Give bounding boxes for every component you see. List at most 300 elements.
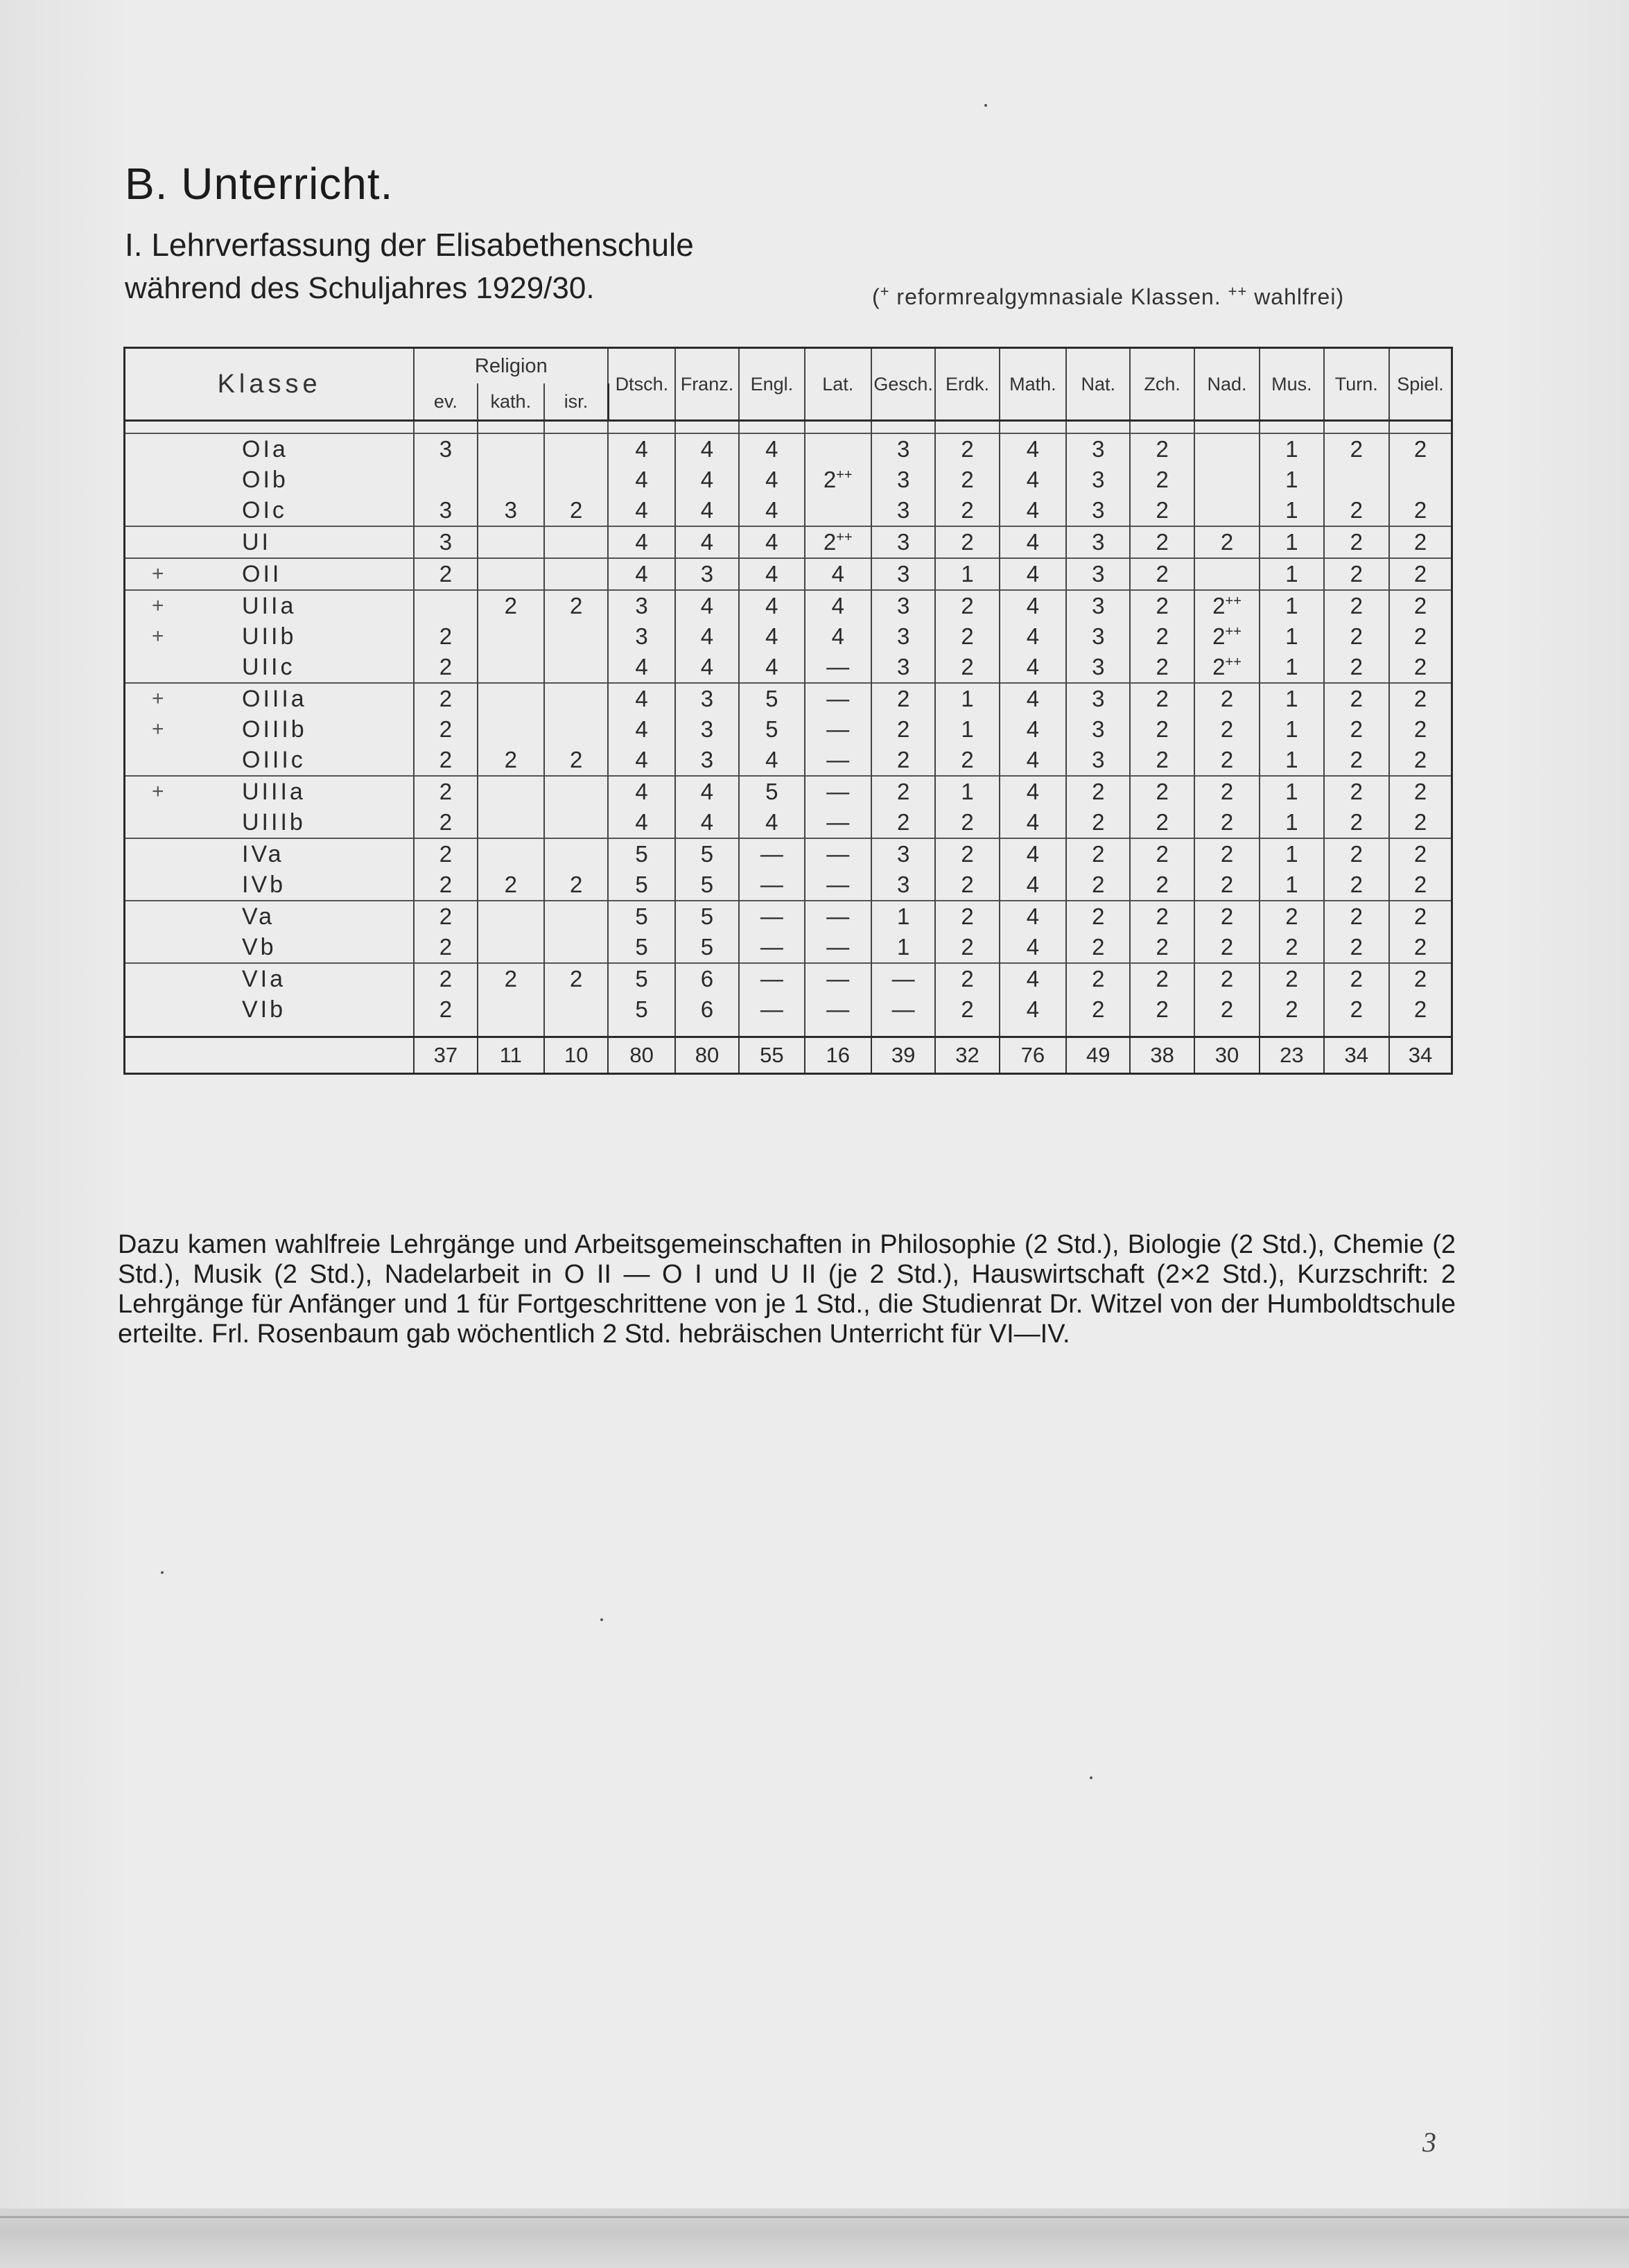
cell-nad [1194,901,1260,932]
cell-math [1000,776,1066,807]
spacer-cell [935,421,999,434]
value-engl: 4 [765,529,778,555]
value-nat: 3 [1092,593,1105,618]
class-label: OIIIa [242,686,307,712]
value-gesch: 1 [896,934,910,960]
cell-gesch [871,932,935,963]
cell-ev [414,776,477,807]
total-erdk: 32 [935,1037,999,1074]
cell-franz [675,869,739,901]
cell-engl [739,994,804,1025]
header-turn: Turn. [1324,348,1389,421]
value-nat: 2 [1092,872,1105,897]
cell-zch [1130,776,1194,807]
value-mus: 2 [1285,996,1298,1022]
cell-mus [1260,838,1323,869]
value-engl: 4 [765,497,778,523]
spacer-cell [1324,1025,1389,1037]
value-kath: 2 [504,872,517,897]
reform-mark: + [152,780,167,803]
spacer-cell [608,421,674,434]
cell-kath [478,901,544,932]
value-franz: 3 [700,747,714,772]
spacer-cell [414,421,477,434]
cell-ev [414,526,477,558]
spacer-cell [1389,1025,1452,1037]
cell-lat [805,745,871,776]
value-franz: 4 [700,623,714,649]
cell-math [1000,465,1066,495]
value-mus: 1 [1285,686,1298,711]
value-ev: 2 [439,654,453,679]
cell-franz [675,558,739,590]
class-label: Va [242,903,275,930]
cell-dtsch [608,652,674,683]
header-religion: Religion [414,348,608,384]
value-mus: 1 [1285,841,1298,867]
value-math: 4 [1026,809,1040,835]
class-label: OII [242,561,282,587]
cell-erdk [935,433,999,465]
value-nad: 2 [1220,747,1234,772]
cell-engl [739,465,804,495]
cell-franz [675,807,739,838]
cell-isr [544,433,608,465]
value-zch: 2 [1156,934,1169,960]
value-lat: — [826,841,850,867]
value-ev: 2 [439,623,453,649]
grouped-value-turn: 2 [1350,593,1363,618]
optional-mark: ++ [836,530,853,545]
value-gesch: 3 [896,467,910,492]
value-engl: — [760,934,783,960]
cell-franz [675,838,739,869]
cell-ev [414,745,477,776]
value-engl: 5 [765,779,778,804]
cell-lat [805,495,871,526]
cell-nat [1066,963,1130,994]
cell-dtsch [608,558,674,590]
class-name [125,652,415,683]
class-label: OIc [242,497,287,523]
total-nat: 49 [1066,1037,1130,1074]
value-lat: — [826,779,850,804]
value-dtsch: 4 [635,779,648,804]
value-dtsch: 4 [635,654,648,679]
cell-kath [478,963,544,994]
cell-ev [414,558,477,590]
class-name [125,495,415,526]
cell-isr [544,776,608,807]
value-math: 4 [1026,747,1040,772]
value-dtsch: 4 [635,686,648,711]
total-spiel: 34 [1389,1037,1452,1074]
cell-mus [1260,745,1323,776]
table-row [125,495,1452,526]
table-row [125,869,1452,901]
value-engl: — [760,996,783,1022]
value-franz: 5 [700,872,714,897]
cell-nat [1066,526,1130,558]
cell-dtsch [608,683,674,714]
cell-spiel [1389,495,1452,526]
class-name [125,558,415,590]
cell-franz [675,932,739,963]
class-label: UIIIb [242,809,306,836]
value-turn: 2 [1350,934,1363,960]
cell-zch [1130,433,1194,465]
spacer-cell [1194,1025,1260,1037]
cell-engl [739,776,804,807]
value-franz: 6 [700,966,714,992]
cell-erdk [935,963,999,994]
cell-erdk [935,621,999,652]
value-gesch: 2 [896,779,910,804]
cell-spiel [1389,963,1452,994]
cell-mus [1260,526,1323,558]
value-ev: 2 [439,716,453,742]
table-row [125,932,1452,963]
cell-zch [1130,869,1194,901]
cell-nad [1194,869,1260,901]
value-isr: 2 [570,966,583,992]
spacer-cell [544,1025,608,1037]
cell-turn [1324,963,1389,994]
value-erdk: 1 [961,561,974,587]
cell-zch [1130,807,1194,838]
cell-gesch [871,807,935,838]
value-isr: 2 [570,872,583,897]
class-label: VIa [242,966,286,992]
value-math: 4 [1026,467,1040,492]
cell-nad [1194,714,1260,745]
value-nad: 2 [1220,903,1234,929]
cell-zch [1130,558,1194,590]
legend-reform-text: reformrealgymnasiale Klassen. [889,284,1221,309]
cell-nat [1066,776,1130,807]
value-ev: 2 [439,809,453,835]
cell-mus [1260,776,1323,807]
cell-nat [1066,590,1130,621]
cell-spiel [1389,683,1452,714]
class-name [125,433,415,465]
value-spiel: 2 [1413,436,1427,462]
cell-turn [1324,621,1389,652]
cell-erdk [935,776,999,807]
cell-lat [805,776,871,807]
value-erdk: 2 [961,903,974,929]
cell-franz [675,901,739,932]
class-label: OIIIc [242,747,306,773]
total-turn: 34 [1324,1037,1389,1074]
cell-isr [544,869,608,901]
spacer-cell [1260,421,1323,434]
cell-math [1000,963,1066,994]
value-lat: — [826,903,850,929]
value-nad: 2 [1220,779,1234,804]
header-mus: Mus. [1260,348,1323,421]
cell-turn [1324,838,1389,869]
spacer-cell [478,1025,544,1037]
value-mus: 1 [1285,872,1298,897]
value-ev: 3 [439,529,453,555]
cell-kath [478,994,544,1025]
value-engl: — [760,966,783,992]
header-lat: Lat. [805,348,871,421]
value-ev: 2 [439,561,453,587]
total-isr: 10 [544,1037,608,1074]
cell-gesch [871,621,935,652]
cell-math [1000,526,1066,558]
value-spiel: 2 [1413,654,1427,679]
class-label: UIIa [242,593,297,619]
cell-dtsch [608,807,674,838]
cell-engl [739,869,804,901]
value-turn: 2 [1350,716,1363,742]
cell-dtsch [608,745,674,776]
value-spiel: 2 [1413,966,1427,992]
cell-franz [675,745,739,776]
value-math: 4 [1026,529,1040,555]
cell-nat [1066,807,1130,838]
total-gesch: 39 [871,1037,935,1074]
cell-ev [414,963,477,994]
value-franz: 5 [700,903,714,929]
totals-row [125,1037,1452,1074]
cell-nad [1194,526,1260,558]
cell-nad [1194,433,1260,465]
value-franz: 4 [700,809,714,835]
spacer-cell [871,421,935,434]
value-lat: — [826,716,850,742]
value-zch: 2 [1156,497,1169,523]
cell-turn [1324,558,1389,590]
value-engl: 5 [765,686,778,711]
cell-engl [739,526,804,558]
class-name [125,465,415,495]
value-mus: 1 [1285,561,1298,587]
cell-turn [1324,994,1389,1025]
value-zch: 2 [1156,872,1169,897]
value-nat: 2 [1092,996,1105,1022]
value-franz: 4 [700,529,714,555]
value-nad: 2 [1220,809,1234,835]
cell-gesch [871,963,935,994]
class-name [125,932,415,963]
value-nat: 3 [1092,497,1105,523]
cell-turn [1324,433,1389,465]
cell-lat [805,994,871,1025]
value-mus: 1 [1285,593,1298,618]
table-row [125,994,1452,1025]
cell-dtsch [608,465,674,495]
cell-math [1000,590,1066,621]
spacer-cell [608,1025,674,1037]
page-number: 3 [1422,2127,1436,2158]
cell-franz [675,526,739,558]
value-franz: 3 [700,686,714,711]
value-mus: 1 [1285,467,1298,492]
value-lat: — [826,966,850,992]
spacer-cell [1130,1025,1194,1037]
value-dtsch: 5 [635,841,648,867]
value-kath: 2 [504,747,517,772]
value-turn: 2 [1350,529,1363,555]
value-lat: — [826,654,850,679]
total-zch: 38 [1130,1037,1194,1074]
value-turn: 2 [1350,872,1363,897]
cell-dtsch [608,714,674,745]
cell-gesch [871,558,935,590]
cell-spiel [1389,526,1452,558]
value-zch: 2 [1156,903,1169,929]
value-dtsch: 4 [635,497,648,523]
cell-erdk [935,994,999,1025]
cell-math [1000,901,1066,932]
cell-engl [739,590,804,621]
cell-nad [1194,745,1260,776]
cell-kath [478,683,544,714]
table-row [125,807,1452,838]
cell-isr [544,714,608,745]
total-lat: 16 [805,1037,871,1074]
cell-lat [805,901,871,932]
header-zch: Zch. [1130,348,1194,421]
value-spiel: 2 [1413,497,1427,523]
optional-mark: ++ [1225,594,1242,609]
cell-nad [1194,776,1260,807]
cell-kath [478,776,544,807]
value-math: 4 [1026,903,1040,929]
value-math: 4 [1026,872,1040,897]
cell-nad [1194,683,1260,714]
cell-gesch [871,652,935,683]
value-turn: 2 [1350,809,1363,835]
value-franz: 4 [700,779,714,804]
spacer-cell [739,1025,804,1037]
cell-isr [544,901,608,932]
value-nad: 2 [1220,841,1234,867]
reform-mark: + [152,594,167,617]
cell-kath [478,745,544,776]
value-engl: 5 [765,716,778,742]
cell-erdk [935,590,999,621]
cell-turn [1324,683,1389,714]
header-franz: Franz. [675,348,739,421]
cell-ev [414,714,477,745]
cell-zch [1130,994,1194,1025]
cell-isr [544,526,608,558]
value-engl: 4 [765,593,778,618]
cell-turn [1324,932,1389,963]
total-engl: 55 [739,1037,804,1074]
value-mus: 1 [1285,497,1298,523]
value-mus: 2 [1285,903,1298,929]
cell-mus [1260,901,1323,932]
value-erdk: 2 [961,529,974,555]
spacer-cell [1324,421,1389,434]
value-dtsch: 4 [635,716,648,742]
header-klasse: Klasse [125,348,415,421]
cell-nad [1194,652,1260,683]
value-erdk: 2 [961,747,974,772]
value-nat: 3 [1092,623,1105,649]
value-dtsch: 5 [635,903,648,929]
cell-isr [544,465,608,495]
value-nad: 2 [1220,872,1234,897]
cell-nad [1194,932,1260,963]
cell-nat [1066,558,1130,590]
value-nat: 2 [1092,966,1105,992]
value-lat: 4 [831,561,844,587]
value-franz: 3 [700,716,714,742]
value-gesch: 3 [896,561,910,587]
value-turn: 2 [1350,623,1363,649]
value-math: 4 [1026,686,1040,711]
cell-spiel [1389,590,1452,621]
value-turn: 2 [1350,747,1363,772]
value-nat: 2 [1092,934,1105,960]
value-dtsch: 4 [635,747,648,772]
value-nad: 2 [1220,686,1234,711]
table-row [125,621,1452,652]
cell-engl [739,963,804,994]
total-nad: 30 [1194,1037,1260,1074]
value-nad: 2 [1212,593,1226,618]
cell-isr [544,745,608,776]
cell-turn [1324,465,1389,495]
value-nad: 2 [1220,529,1234,555]
cell-franz [675,994,739,1025]
cell-erdk [935,745,999,776]
header-nad: Nad. [1194,348,1260,421]
value-zch: 2 [1156,747,1169,772]
value-ev: 2 [439,934,453,960]
cell-nat [1066,433,1130,465]
section-title: B. Unterricht. [125,159,394,209]
cell-ev [414,901,477,932]
cell-math [1000,994,1066,1025]
spacer-cell [871,1025,935,1037]
cell-math [1000,838,1066,869]
value-erdk: 2 [961,497,974,523]
header-dtsch: Dtsch. [608,348,674,421]
header-gesch: Gesch. [871,348,935,421]
value-franz: 4 [700,593,714,618]
value-zch: 2 [1156,623,1169,649]
cell-isr [544,558,608,590]
table-body [125,421,1452,1074]
cell-nat [1066,932,1130,963]
cell-math [1000,932,1066,963]
cell-spiel [1389,621,1452,652]
cell-erdk [935,869,999,901]
cell-lat [805,714,871,745]
class-name [125,901,415,932]
cell-turn [1324,776,1389,807]
table-subtitle: während des Schuljahres 1929/30. [125,271,595,305]
value-nat: 3 [1092,747,1105,772]
value-erdk: 2 [961,436,974,462]
cell-lat [805,433,871,465]
class-name [125,807,415,838]
value-nat: 3 [1092,654,1105,679]
class-name [125,745,415,776]
class-name [125,714,415,745]
cell-zch [1130,652,1194,683]
cell-mus [1260,465,1323,495]
value-engl: — [760,903,783,929]
